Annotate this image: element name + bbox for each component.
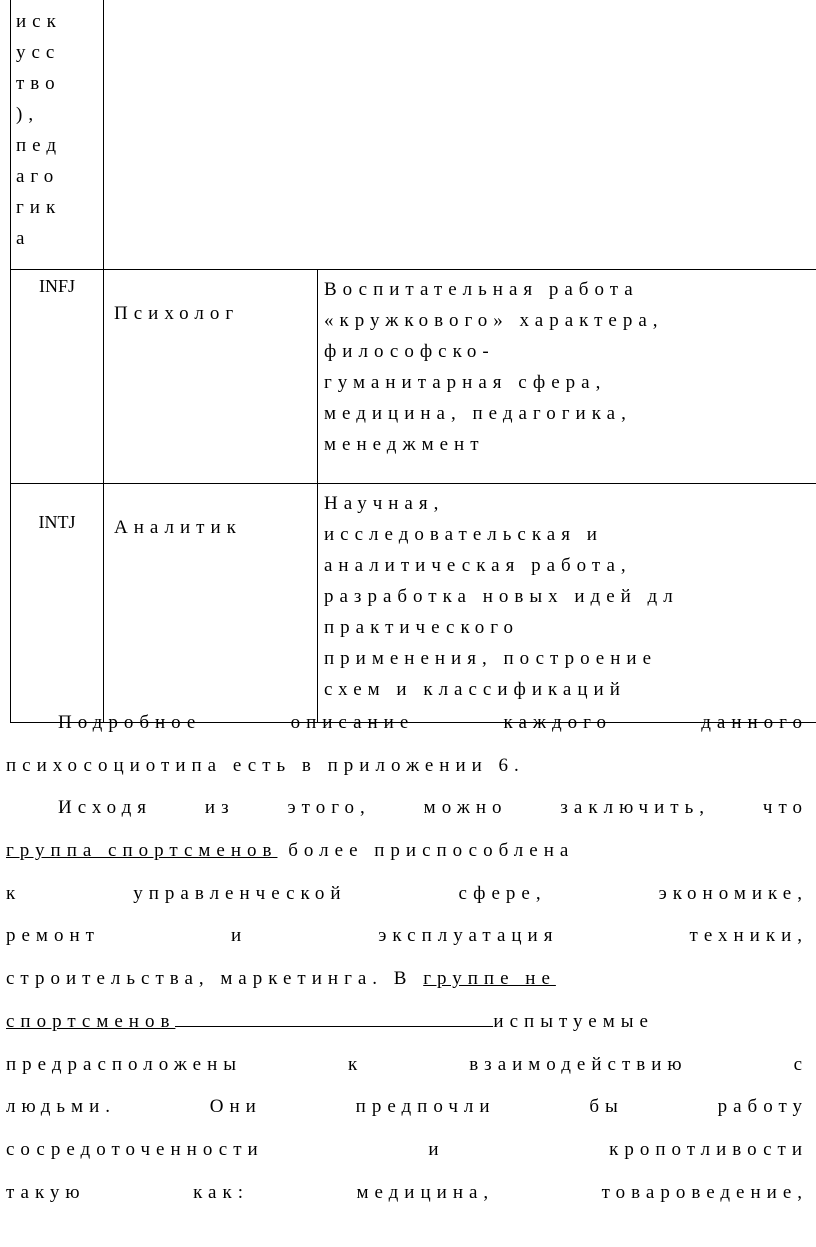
description-line: Научная, (324, 493, 445, 514)
description-line: разработка новых идей дл (324, 586, 679, 607)
type-code: INFJ (11, 270, 104, 484)
text-fragment: более приспособлена (277, 840, 575, 862)
cell-text-line: а (16, 228, 31, 249)
cell-text-line: тво (16, 73, 61, 94)
table-row (11, 0, 816, 270)
underlined-text: группе не (423, 968, 556, 990)
description-line: исследовательская и (324, 524, 603, 545)
paragraph-line (0, 830, 816, 873)
paragraph-line (0, 1001, 816, 1044)
table-cell-empty (318, 0, 816, 270)
description-line: философско- (324, 341, 495, 362)
cell-text-line: ), (16, 104, 40, 125)
description-line: схем и классификаций (324, 679, 626, 700)
type-description (318, 484, 816, 723)
paragraph-line: психосоциотипа есть в приложении 6. (6, 754, 525, 776)
description-line: практического (324, 617, 520, 638)
paragraph-line (0, 958, 816, 1001)
description-line: применения, построение (324, 648, 658, 669)
table-row (11, 270, 816, 484)
psychotype-table (10, 0, 816, 723)
cell-text-line: иск (16, 11, 62, 32)
underlined-text: спортсменов (6, 1010, 176, 1032)
type-name: Аналитик (104, 484, 318, 723)
description-line: «кружкового» характера, (324, 310, 664, 331)
paragraph-line: такую как: медицина, товароведение, (6, 1181, 808, 1203)
cell-text-line: усс (16, 42, 61, 63)
body-text (0, 702, 816, 1214)
paragraph-line: Подробное описание каждого данного (58, 712, 808, 733)
paragraph-line: Исходя из этого, можно заключить, что (58, 797, 808, 819)
cell-text-line: пед (16, 135, 63, 156)
paragraph-line: сосредоточенности и кропотливости (6, 1138, 808, 1160)
table-cell-empty (104, 0, 318, 270)
underline-blank (175, 1006, 493, 1027)
text-fragment: испытуемые (493, 1010, 654, 1032)
description-line: аналитическая работа, (324, 555, 632, 576)
underlined-text: группа спортсменов (6, 840, 278, 862)
table-cell-continued (11, 0, 104, 270)
paragraph-line: к управленческой сфере, экономике, (6, 882, 808, 904)
description-line: Воспитательная работа (324, 279, 639, 300)
text-fragment: строительства, маркетинга. В (6, 968, 424, 990)
description-line: менеджмент (324, 434, 485, 455)
description-line: медицина, педагогика, (324, 403, 632, 424)
type-name: Психолог (104, 270, 318, 484)
cell-text-line: аго (16, 166, 60, 187)
paragraph-line: ремонт и эксплуатация техники, (6, 925, 808, 947)
type-code: INTJ (11, 484, 104, 723)
paragraph-line: предрасположены к взаимодействию с (6, 1053, 808, 1075)
cell-text-line: гик (16, 197, 62, 218)
type-description (318, 270, 816, 484)
paragraph-line: людьми. Они предпочли бы работу (6, 1096, 808, 1118)
table-row (11, 484, 816, 723)
description-line: гуманитарная сфера, (324, 372, 607, 393)
